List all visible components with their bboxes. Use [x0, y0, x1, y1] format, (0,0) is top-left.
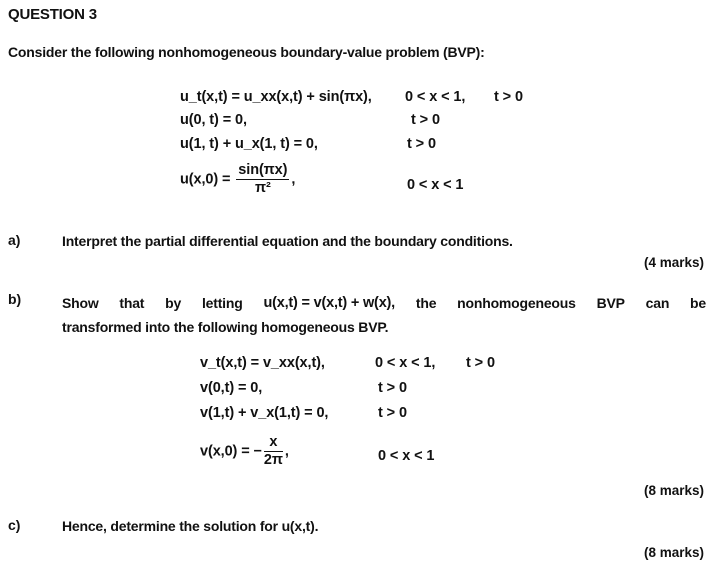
homog-equation-pde: v_t(x,t) = v_xx(x,t), [200, 355, 325, 371]
bvp-initial-fraction [236, 163, 289, 196]
part-c-marks: (8 marks) [643, 545, 704, 560]
homog-condition-x: 0 < x < 1, [375, 355, 436, 371]
part-b-word: be [690, 295, 706, 311]
homog-initial-denominator: 2π [263, 452, 283, 468]
part-b-word: letting [201, 295, 243, 311]
part-a-text: Interpret the partial differential equation and the boundary conditions. [62, 233, 513, 249]
part-b-marks: (8 marks) [643, 483, 704, 498]
part-c-label: c) [8, 517, 21, 533]
bvp-initial-numerator: sin(πx) [238, 162, 288, 178]
homog-boundary-left: v(0,t) = 0, [200, 380, 263, 396]
bvp-initial-tail: , [291, 171, 296, 188]
bvp-condition-x: 0 < x < 1, [405, 89, 466, 105]
part-b-text-line2: transformed into the following homogeneous BVP. [62, 319, 389, 335]
homog-initial-numerator: x [264, 435, 283, 452]
homog-boundary-left-condition: t > 0 [378, 380, 407, 396]
homog-initial-condition-range: 0 < x < 1 [378, 448, 435, 464]
homog-initial-fraction [264, 435, 283, 468]
homog-boundary-right: v(1,t) + v_x(1,t) = 0, [200, 405, 329, 421]
part-a-label: a) [8, 232, 21, 248]
bvp-initial-condition [180, 163, 295, 196]
homog-condition-t: t > 0 [466, 355, 495, 371]
bvp-equation-pde: u_t(x,t) = u_xx(x,t) + sin(πx), [180, 89, 372, 105]
part-b-word: by [165, 295, 182, 311]
part-b-label: b) [8, 291, 22, 307]
part-c-text: Hence, determine the solution for u(x,t). [62, 518, 319, 534]
part-b-word: that [119, 295, 145, 311]
part-b-word: BVP [596, 295, 625, 311]
bvp-condition-t: t > 0 [494, 89, 523, 105]
part-b-word: can [645, 295, 670, 311]
question-title: QUESTION 3 [8, 6, 97, 23]
bvp-boundary-left: u(0, t) = 0, [180, 112, 247, 128]
bvp-initial-condition-range: 0 < x < 1 [407, 177, 464, 193]
part-b-word: the [415, 295, 437, 311]
bvp-initial-denominator: π² [254, 180, 271, 196]
part-b-text-line1 [62, 291, 706, 315]
question-intro: Consider the following nonhomogeneous boundary-value problem (BVP): [8, 44, 485, 60]
homog-initial-lhs: v(x,0) = − [200, 443, 262, 460]
bvp-boundary-left-condition: t > 0 [411, 112, 440, 128]
part-b-word: nonhomogeneous [457, 295, 576, 311]
homog-initial-tail: , [284, 443, 289, 460]
part-b-substitution: u(x,t) = v(x,t) + w(x), [263, 295, 396, 311]
homog-boundary-right-condition: t > 0 [378, 405, 407, 421]
part-a-marks: (4 marks) [643, 255, 704, 270]
part-b-word: Show [62, 295, 99, 311]
part-b-text [62, 291, 706, 339]
bvp-boundary-right: u(1, t) + u_x(1, t) = 0, [180, 136, 318, 152]
bvp-initial-lhs: u(x,0) = [180, 171, 235, 188]
homog-initial-condition [200, 435, 289, 468]
bvp-boundary-right-condition: t > 0 [407, 136, 436, 152]
